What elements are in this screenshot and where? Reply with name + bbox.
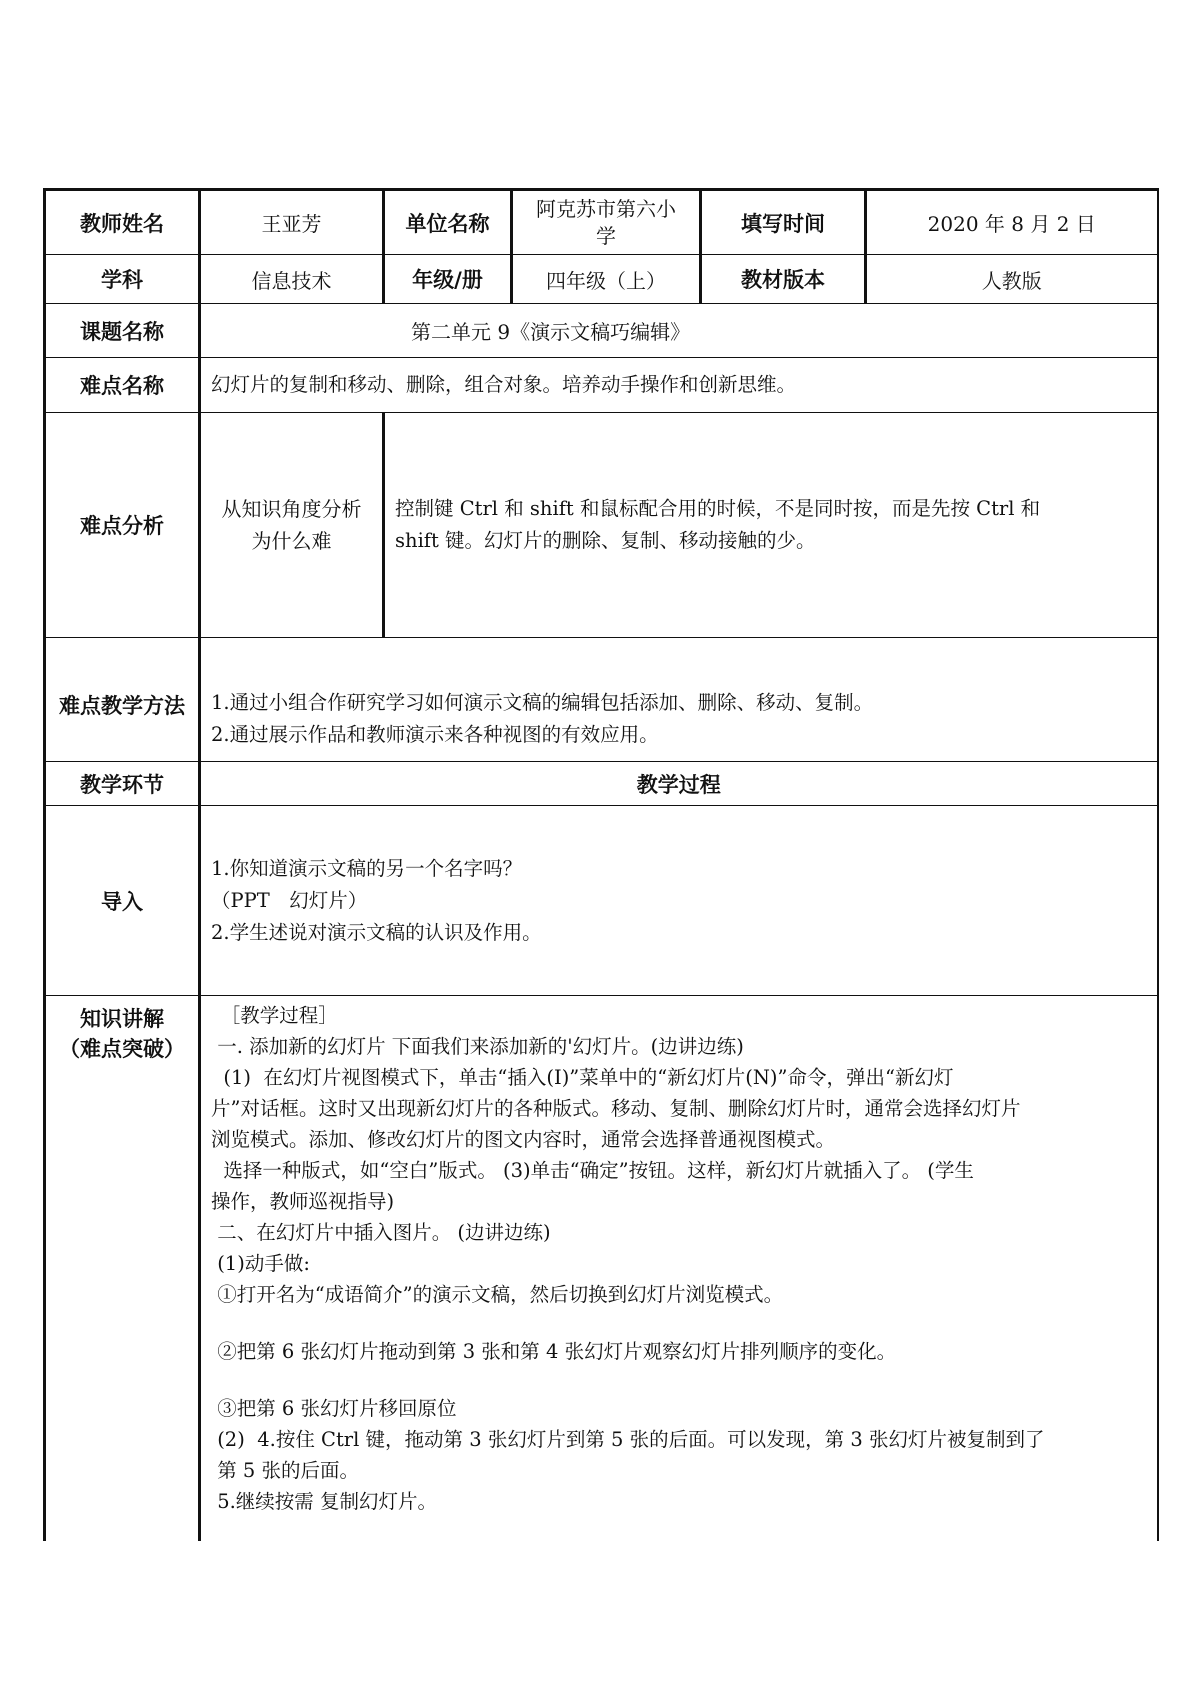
knowledge-value: [200, 996, 1158, 1541]
knowledge-line: (1)动手做:: [211, 1252, 310, 1275]
difficulty-row: [45, 358, 1158, 413]
knowledge-line: 选择一种版式，如“空白”版式。 (3)单击“确定”按钮。这样，新幻灯片就插入了。 (学生: [211, 1159, 974, 1182]
knowledge-line: 二、在幻灯片中插入图片。 (边讲边练): [211, 1221, 551, 1244]
analysis-row: [45, 413, 1158, 638]
intro-value: [200, 806, 1158, 996]
knowledge-line: ②把第 6 张幻灯片拖动到第 3 张和第 4 张幻灯片观察幻灯片排列顺序的变化。: [211, 1340, 897, 1363]
analysis-label: 难点分析: [45, 413, 200, 638]
knowledge-label: [45, 996, 200, 1541]
subject-label: 学科: [45, 255, 200, 304]
subject-value: 信息技术: [200, 255, 384, 304]
method-line-2: 2.通过展示作品和教师演示来各种视图的有效应用。: [211, 722, 659, 746]
analysis-sublabel-line-1: 从知识角度分析: [221, 497, 362, 521]
knowledge-line: ③把第 6 张幻灯片移回原位: [211, 1397, 457, 1420]
knowledge-line: (1) 在幻灯片视图模式下，单击“插入(I)”菜单中的“新幻灯片(N)”命令，弹出“新幻灯: [211, 1066, 954, 1089]
method-label: 难点教学方法: [45, 638, 200, 762]
edition-label: 教材版本: [701, 255, 866, 304]
topic-row: [45, 304, 1158, 358]
topic-label: 课题名称: [45, 304, 200, 358]
unit-name-label: 单位名称: [384, 190, 512, 255]
knowledge-line: 片”对话框。这时又出现新幻灯片的各种版式。移动、复制、删除幻灯片时，通常会选择幻灯片: [211, 1097, 1021, 1120]
grade-label: 年级/册: [384, 255, 512, 304]
analysis-value: [384, 413, 1158, 638]
knowledge-row: [45, 996, 1158, 1541]
unit-name-value: [512, 190, 701, 255]
teacher-name-label: 教师姓名: [45, 190, 200, 255]
intro-label: 导入: [45, 806, 200, 996]
intro-row: [45, 806, 1158, 996]
topic-value: [200, 304, 1158, 358]
fill-date-label: 填写时间: [701, 190, 866, 255]
teacher-name-value: 王亚芳: [200, 190, 384, 255]
knowledge-line: [211, 1367, 1147, 1393]
intro-line-2: （PPT 幻灯片）: [211, 888, 368, 912]
knowledge-label-line-2: （难点突破）: [59, 1037, 185, 1061]
intro-line-3: 2.学生述说对演示文稿的认识及作用。: [211, 920, 542, 944]
method-line-1: 1.通过小组合作研究学习如何演示文稿的编辑包括添加、删除、移动、复制。: [211, 690, 874, 714]
teaching-process-label: 教学过程: [200, 762, 1158, 806]
teaching-stage-label: 教学环节: [45, 762, 200, 806]
method-value: [200, 638, 1158, 762]
knowledge-line: 操作，教师巡视指导): [211, 1190, 395, 1213]
knowledge-line: ①打开名为“成语简介”的演示文稿，然后切换到幻灯片浏览模式。: [211, 1283, 784, 1306]
analysis-sublabel-line-2: 为什么难: [251, 529, 332, 553]
difficulty-label: 难点名称: [45, 358, 200, 413]
difficulty-value: 幻灯片的复制和移动、删除，组合对象。培养动手操作和创新思维。: [200, 358, 1158, 413]
knowledge-line: ［教学过程］: [211, 1004, 338, 1027]
analysis-line-1: 控制键 Ctrl 和 shift 和鼠标配合用的时候，不是同时按，而是先按 Ctrl 和: [395, 497, 1041, 520]
knowledge-line: [211, 1310, 1147, 1336]
subject-row: [45, 255, 1158, 304]
header-row: [45, 190, 1158, 255]
fill-date-value: 2020 年 8 月 2 日: [866, 190, 1158, 255]
unit-name-line-2: 学: [596, 223, 616, 248]
analysis-line-2: shift 键。幻灯片的删除、复制、移动接触的少。: [395, 529, 816, 552]
knowledge-line: 第 5 张的后面。: [211, 1459, 360, 1482]
knowledge-label-line-1: 知识讲解: [80, 1007, 164, 1031]
knowledge-line: 5.继续按需 复制幻灯片。: [211, 1490, 438, 1513]
section-header-row: [45, 762, 1158, 806]
knowledge-line: (2) 4.按住 Ctrl 键，拖动第 3 张幻灯片到第 5 张的后面。可以发现，第 3 张幻灯片被复制到了: [211, 1428, 1045, 1451]
lesson-plan-table: [43, 188, 1159, 1541]
analysis-sublabel: [200, 413, 384, 638]
grade-value: 四年级（上）: [512, 255, 701, 304]
method-row: [45, 638, 1158, 762]
edition-value: 人教版: [866, 255, 1158, 304]
knowledge-line: 一. 添加新的幻灯片 下面我们来添加新的'幻灯片。(边讲边练): [211, 1035, 744, 1058]
lesson-plan-document: [43, 188, 1156, 1541]
unit-name-line-1: 阿克苏市第六小: [536, 196, 676, 221]
intro-line-1: 1.你知道演示文稿的另一个名字吗？: [211, 856, 523, 880]
knowledge-line: 浏览模式。添加、修改幻灯片的图文内容时，通常会选择普通视图模式。: [211, 1128, 836, 1151]
topic-text: 第二单元 9《演示文稿巧编辑》: [411, 320, 691, 344]
